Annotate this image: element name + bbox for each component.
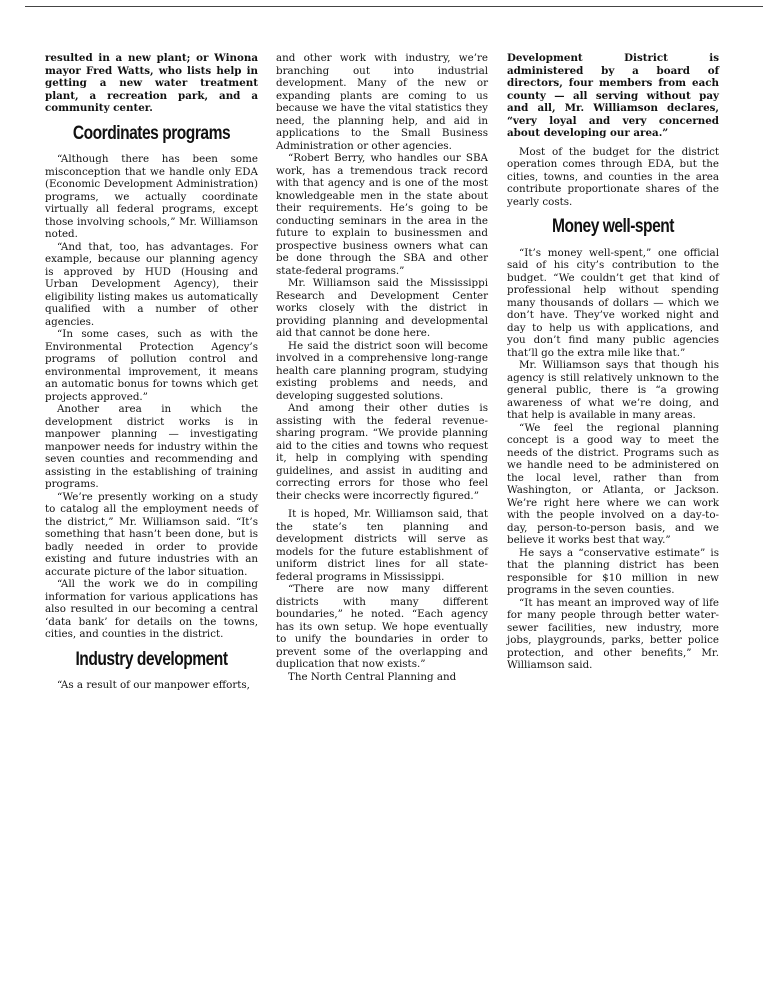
article-paragraph: “Robert Berry, who handles our SBA work, has a tremendous track record with that agency and is one of the most knowledgeable men in the state about their requirements. He’s going to be conducting seminars in the area in the future to explain to businessmen and prospective business owners what can be done through the SBA and other state-federal programs.” <box>276 152 488 277</box>
section-heading: Industry development <box>75 648 228 670</box>
article-paragraph: resulted in a new plant; or Winona mayor Fred Watts, who lists help in getting a new water treatment plant, a recreation park, and a community center. <box>45 52 258 114</box>
article-paragraph: Mr. Williamson said the Mississippi Research and Development Center works closely with the district in providing planning and developmental aid that cannot be done here. <box>276 277 488 339</box>
article-column-2 <box>276 52 488 683</box>
article-paragraph: “We’re presently working on a study to catalog all the employment needs of the district,” Mr. Williamson said. “It’s something that hasn’t been done, but is badly needed in order to provide existing and future industries with an accurate picture of the labor situation. <box>45 490 258 578</box>
article-paragraph: It is hoped, Mr. Williamson said, that the state’s ten planning and development districts will serve as models for the future establishment of uniform district lines for all state-federal programs in Mississippi. <box>276 508 488 583</box>
article-paragraph: “It’s money well-spent,” one official said of his city’s contribution to the budget. “We couldn’t get that kind of professional help without spending many thousands of dollars — which we don’t have. They’ve worked night and day to help us with applications, and you don’t find many public agencies that’ll go the extra mile like that.” <box>507 246 719 359</box>
article-paragraph: “There are now many different districts with many different boundaries,” he noted. “Each agency has its own setup. We hope eventually to unify the boundaries in order to prevent some of the overlapping and duplication that now exists.” <box>276 583 488 670</box>
article-paragraph: and other work with industry, we’re branching out into industrial development. Many of the new or expanding plants are coming to us because we have the vital statistics they need, the planning help, and aid in applications to the Small Business Administration or other agencies. <box>276 52 488 152</box>
article-paragraph: Mr. Williamson says that though his agency is still relatively unknown to the general public, there is “a growing awareness of what we’re doing, and that help is available in many areas. <box>507 359 719 421</box>
article-paragraph: “All the work we do in compiling information for various applications has also resulted in our becoming a central ‘data bank’ for details on the towns, cities, and counties in the district. <box>45 578 258 640</box>
article-paragraph: “And that, too, has advantages. For example, because our planning agency is approved by HUD (Housing and Urban Development Agency), their eligibility listing makes us automatically qualified with a number of other agencies. <box>45 240 258 328</box>
article-column-1 <box>45 52 258 692</box>
top-rule <box>25 6 763 7</box>
section-heading: Money well-spent <box>551 216 674 237</box>
article-paragraph: He says a “conservative estimate” is that the planning district has been responsible for $10 million in new programs in the seven counties. <box>507 546 719 596</box>
article-paragraph: And among their other duties is assisting with the federal revenue-sharing program. “We provide planning aid to the cities and towns who request it, help in complying with spending guidelines, and assist in auditing and correcting errors for those who feel their checks were incorrectly figured.” <box>276 402 488 502</box>
article-paragraph: The North Central Planning and <box>288 670 457 683</box>
article-paragraph: Most of the budget for the district operation comes through EDA, but the cities, towns, and counties in the area contribute proportionate shares of the yearly costs. <box>507 145 719 208</box>
article-paragraph: “It has meant an improved way of life for many people through better water-sewer facilities, new industry, more jobs, playgrounds, parks, better police protection, and other benefits,” Mr. Williamson said. <box>507 596 719 671</box>
article-paragraph: “In some cases, such as with the Environmental Protection Agency’s programs of pollution control and environmental improvement, it means an automatic bonus for towns which get projects approved.” <box>45 328 258 403</box>
article-column-3 <box>507 52 719 672</box>
article-paragraph: He said the district soon will become involved in a comprehensive long-range health care planning program, studying existing problems and needs, and developing suggested solutions. <box>276 339 488 402</box>
article-paragraph: “As a result of our manpower efforts, <box>57 679 250 691</box>
article-paragraph: Development District is administered by a board of directors, four members from each county — all serving without pay and all, Mr. Williamson declares, “very loyal and very concerned about developing our area.” <box>507 52 719 139</box>
article-paragraph: Another area in which the development district works is in manpower planning — investigating manpower needs for industry within the seven counties and recommending and assisting in the establishing of training programs. <box>45 403 258 490</box>
section-heading: Coordinates programs <box>72 122 231 144</box>
article-paragraph: “Although there has been some misconception that we handle only EDA (Economic Development Administration) programs, we actually coordinate virtually all federal programs, except those involving schools,” Mr. Williamson noted. <box>45 153 258 240</box>
article-paragraph: “We feel the regional planning concept is a good way to meet the needs of the district. Programs such as we handle need to be administered on the local level, rather than from Washington, or Atlanta, or Jackson. We’re right here where we can work with the people involved on a day-to-day, person-to-person basis, and we believe it works best that way.” <box>507 421 719 546</box>
